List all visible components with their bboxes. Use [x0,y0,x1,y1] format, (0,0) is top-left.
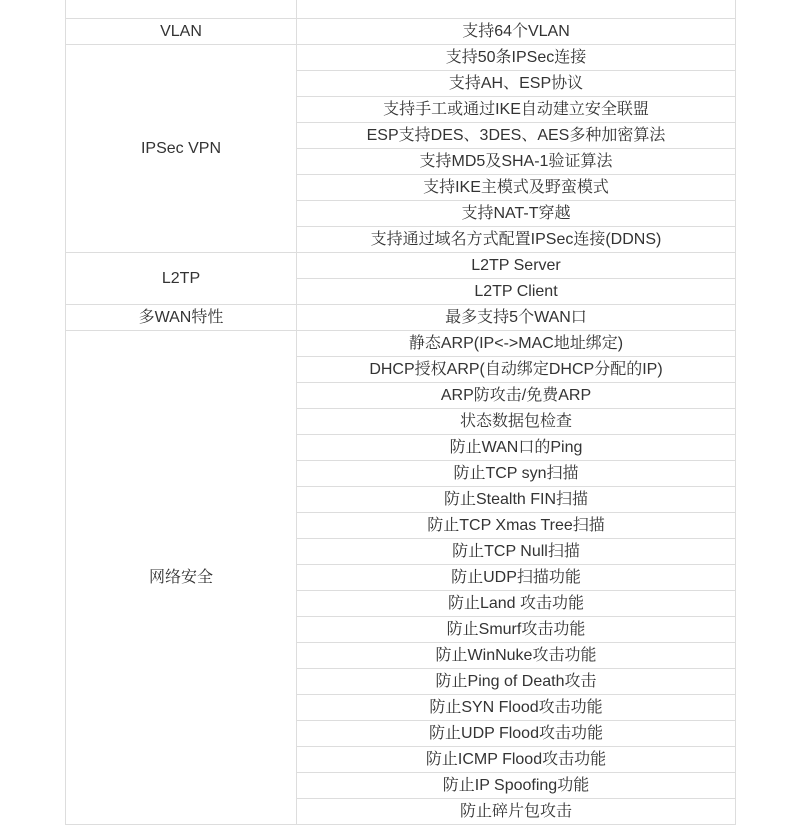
feature-category-cell: L2TP [66,253,297,305]
feature-detail-cell: 状态数据包检查 [297,409,736,435]
table-row [66,45,736,71]
feature-detail-cell: L2TP Server [297,253,736,279]
feature-detail-cell: 防止TCP Null扫描 [297,539,736,565]
feature-detail-cell: 防止ICMP Flood攻击功能 [297,747,736,773]
feature-detail-cell: 防止Smurf攻击功能 [297,617,736,643]
feature-detail-cell: 支持AH、ESP协议 [297,71,736,97]
feature-detail-cell: L2TP Client [297,279,736,305]
feature-detail-cell: 防止Land 攻击功能 [297,591,736,617]
feature-detail-cell: 静态ARP(IP<->MAC地址绑定) [297,331,736,357]
feature-detail-cell: 支持MD5及SHA-1验证算法 [297,149,736,175]
feature-detail-cell: 防止碎片包攻击 [297,799,736,825]
feature-detail-cell: DHCP授权ARP(自动绑定DHCP分配的IP) [297,357,736,383]
table-row [66,19,736,45]
table-row [66,305,736,331]
feature-detail-cell: 支持手工或通过IKE自动建立安全联盟 [297,97,736,123]
feature-category-cell [66,0,297,19]
feature-detail-cell: 支持IKE主模式及野蛮模式 [297,175,736,201]
feature-detail-cell: 防止WAN口的Ping [297,435,736,461]
feature-detail-cell: ESP支持DES、3DES、AES多种加密算法 [297,123,736,149]
feature-category-cell: IPSec VPN [66,45,297,253]
feature-category-cell: VLAN [66,19,297,45]
feature-detail-cell [297,0,736,19]
feature-detail-cell: 支持NAT-T穿越 [297,201,736,227]
spec-table-body [66,0,736,825]
feature-detail-cell: 防止TCP Xmas Tree扫描 [297,513,736,539]
feature-detail-cell: 防止SYN Flood攻击功能 [297,695,736,721]
feature-detail-cell: 防止Ping of Death攻击 [297,669,736,695]
feature-detail-cell: ARP防攻击/免费ARP [297,383,736,409]
feature-detail-cell: 最多支持5个WAN口 [297,305,736,331]
feature-category-cell: 多WAN特性 [66,305,297,331]
table-row [66,331,736,357]
spec-table [65,0,736,825]
feature-detail-cell: 支持50条IPSec连接 [297,45,736,71]
feature-detail-cell: 防止WinNuke攻击功能 [297,643,736,669]
feature-detail-cell: 防止IP Spoofing功能 [297,773,736,799]
feature-detail-cell: 防止UDP扫描功能 [297,565,736,591]
feature-detail-cell: 防止TCP syn扫描 [297,461,736,487]
feature-detail-cell: 支持通过域名方式配置IPSec连接(DDNS) [297,227,736,253]
feature-detail-cell: 防止Stealth FIN扫描 [297,487,736,513]
table-row [66,253,736,279]
feature-category-cell: 网络安全 [66,331,297,825]
table-row [66,0,736,19]
feature-detail-cell: 防止UDP Flood攻击功能 [297,721,736,747]
feature-detail-cell: 支持64个VLAN [297,19,736,45]
